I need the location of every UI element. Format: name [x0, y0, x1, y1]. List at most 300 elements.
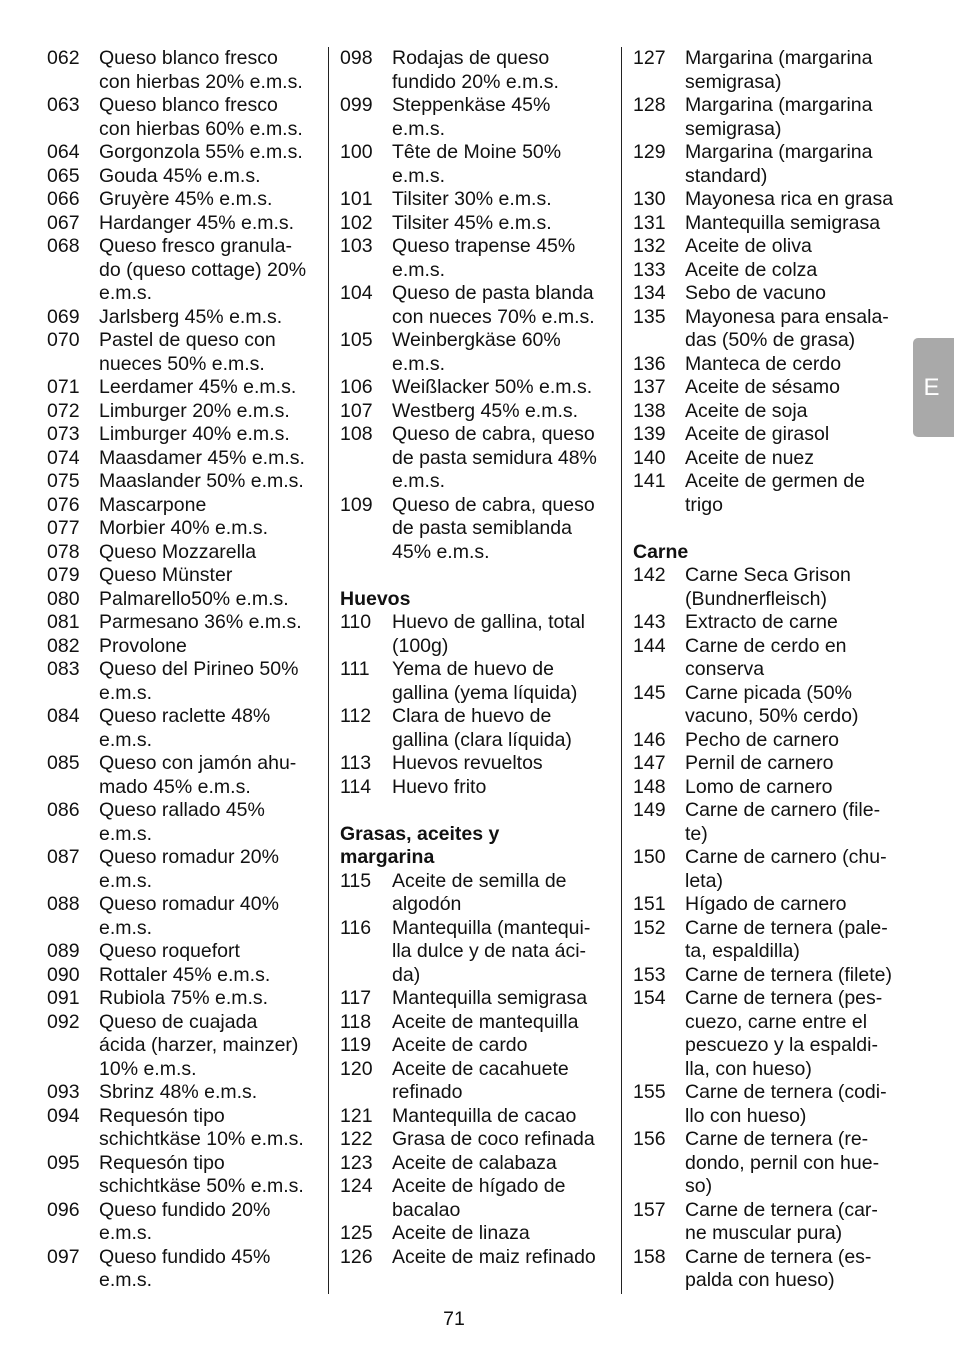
food-name: Clara de huevo de gallina (clara líquida) — [392, 705, 572, 751]
food-code: 086 — [47, 799, 80, 821]
food-name: Aceite de calabaza — [392, 1151, 557, 1174]
food-name: Huevos revueltos — [392, 752, 543, 774]
food-entry — [633, 1128, 908, 1199]
food-entry — [340, 329, 615, 376]
food-entry — [340, 1128, 615, 1152]
food-code: 085 — [47, 752, 80, 774]
food-name: Mayonesa para ensala- das (50% de grasa) — [685, 305, 889, 351]
food-entry — [340, 376, 615, 400]
food-code: 099 — [340, 94, 373, 116]
food-name: Aceite de cardo — [392, 1034, 528, 1056]
food-entry — [47, 517, 322, 541]
food-entry — [340, 1105, 615, 1129]
food-code: 139 — [633, 423, 666, 445]
food-name: Leerdamer 45% e.m.s. — [99, 376, 297, 398]
food-code: 151 — [633, 893, 666, 915]
food-code: 114 — [340, 775, 372, 798]
food-code: 138 — [633, 399, 666, 422]
food-name: Queso Mozzarella — [99, 540, 257, 563]
food-name: Queso fundido 20% e.m.s. — [99, 1198, 271, 1244]
food-entry — [47, 235, 322, 306]
food-code: 100 — [340, 141, 373, 163]
food-name: Requesón tipo schichtkäse 50% e.m.s. — [99, 1151, 304, 1197]
food-entry — [340, 212, 615, 236]
food-entry — [633, 635, 908, 682]
food-name: Aceite de germen de trigo — [685, 470, 865, 516]
food-name: Limburger 20% e.m.s. — [99, 399, 290, 422]
food-name: Mantequilla (mantequi- lla dulce y de nata áci- da) — [392, 916, 591, 986]
food-entry — [633, 964, 908, 988]
food-entry — [633, 611, 908, 635]
food-entry — [47, 1152, 322, 1199]
language-tab: E — [913, 338, 954, 437]
food-name: Hígado de carnero — [685, 893, 847, 915]
food-code: 129 — [633, 141, 666, 163]
food-name: Rottaler 45% e.m.s. — [99, 963, 271, 986]
food-name: Aceite de hígado de bacalao — [392, 1175, 566, 1221]
food-code: 148 — [633, 775, 666, 798]
food-entry — [633, 682, 908, 729]
food-code: 063 — [47, 94, 80, 116]
food-code: 155 — [633, 1081, 666, 1103]
food-code: 097 — [47, 1245, 80, 1268]
food-entry — [633, 282, 908, 306]
food-name: Gorgonzola 55% e.m.s. — [99, 141, 303, 163]
food-name: Aceite de colza — [685, 258, 818, 281]
food-name: Aceite de sésamo — [685, 376, 841, 398]
food-entry — [340, 282, 615, 329]
food-code: 068 — [47, 235, 80, 257]
food-name: Aceite de maiz refinado — [392, 1245, 596, 1268]
food-entry — [47, 658, 322, 705]
food-entry — [47, 165, 322, 189]
food-name: Carne de ternera (car- ne muscular pura) — [685, 1198, 878, 1244]
food-entry — [340, 188, 615, 212]
food-code: 112 — [340, 705, 372, 727]
food-entry — [633, 1199, 908, 1246]
food-code: 079 — [47, 564, 80, 586]
food-code: 103 — [340, 235, 373, 257]
food-entry — [340, 1222, 615, 1246]
food-name: Aceite de soja — [685, 399, 808, 422]
food-code: 146 — [633, 728, 666, 751]
food-code: 122 — [340, 1128, 373, 1150]
food-name: Queso rallado 45% e.m.s. — [99, 799, 265, 845]
food-code: 117 — [340, 987, 372, 1009]
food-entry — [340, 1058, 615, 1105]
food-code: 158 — [633, 1245, 666, 1268]
section-heading: Carne — [633, 540, 689, 563]
food-code: 082 — [47, 634, 80, 657]
food-name: Margarina (margarina semigrasa) — [685, 94, 873, 140]
food-entry — [633, 141, 908, 188]
food-code: 150 — [633, 846, 666, 868]
food-code: 083 — [47, 658, 80, 680]
food-code: 091 — [47, 987, 80, 1009]
food-code: 078 — [47, 540, 80, 563]
column-3 — [633, 47, 908, 1293]
food-entry — [47, 1199, 322, 1246]
food-code: 090 — [47, 963, 80, 986]
food-code: 076 — [47, 493, 80, 516]
food-name: Provolone — [99, 634, 187, 657]
food-name: Carne de carnero (file- te) — [685, 799, 881, 845]
food-name: Tilsiter 45% e.m.s. — [392, 211, 552, 234]
food-code: 081 — [47, 611, 80, 633]
food-code: 088 — [47, 893, 80, 915]
food-name: Queso del Pirineo 50% e.m.s. — [99, 658, 299, 704]
food-code: 080 — [47, 587, 80, 610]
food-entry — [340, 47, 615, 94]
food-entry — [340, 987, 615, 1011]
section-spacer — [340, 564, 615, 588]
food-entry — [633, 235, 908, 259]
food-name: Queso roquefort — [99, 940, 240, 962]
food-code: 075 — [47, 470, 80, 492]
food-entry — [633, 423, 908, 447]
food-name: Lomo de carnero — [685, 775, 833, 798]
food-entry — [633, 447, 908, 471]
food-name: Aceite de girasol — [685, 423, 830, 445]
food-name: Jarlsberg 45% e.m.s. — [99, 305, 283, 328]
food-name: Tête de Moine 50% e.m.s. — [392, 141, 562, 187]
food-name: Sebo de vacuno — [685, 282, 826, 304]
food-entry — [47, 752, 322, 799]
food-entry — [633, 729, 908, 753]
food-code: 073 — [47, 423, 80, 445]
food-name: Aceite de semilla de algodón — [392, 869, 567, 915]
food-name: Huevo frito — [392, 775, 487, 798]
food-name: Queso con jamón ahu- mado 45% e.m.s. — [99, 752, 297, 798]
food-name: Carne de ternera (es- palda con hueso) — [685, 1245, 872, 1291]
food-entry — [340, 1011, 615, 1035]
food-code: 135 — [633, 305, 666, 328]
food-name: Queso romadur 40% e.m.s. — [99, 893, 279, 939]
food-name: Morbier 40% e.m.s. — [99, 517, 269, 539]
food-entry — [633, 47, 908, 94]
food-name: Carne picada (50% vacuno, 50% cerdo) — [685, 681, 859, 727]
food-code: 128 — [633, 94, 666, 116]
food-code: 115 — [340, 869, 372, 892]
food-code: 074 — [47, 446, 80, 469]
food-name: Parmesano 36% e.m.s. — [99, 611, 302, 633]
food-entry — [47, 306, 322, 330]
food-code: 127 — [633, 47, 666, 69]
food-code: 102 — [340, 211, 373, 234]
food-code: 105 — [340, 329, 373, 351]
food-code: 125 — [340, 1222, 373, 1244]
food-entry — [633, 917, 908, 964]
food-code: 065 — [47, 164, 80, 187]
food-name: Weinbergkäse 60% e.m.s. — [392, 329, 561, 375]
food-entry — [633, 259, 908, 283]
food-entry — [47, 212, 322, 236]
food-entry — [47, 94, 322, 141]
food-code: 064 — [47, 141, 80, 163]
food-code: 149 — [633, 799, 666, 821]
food-code: 144 — [633, 634, 666, 657]
food-code: 111 — [340, 658, 370, 680]
food-code: 067 — [47, 211, 80, 234]
food-entry — [47, 564, 322, 588]
food-name: Queso de cabra, queso de pasta semiblanda 45% e.m.s. — [392, 493, 595, 563]
food-name: Mayonesa rica en grasa — [685, 188, 894, 210]
food-code: 156 — [633, 1128, 666, 1150]
food-entry — [340, 658, 615, 705]
food-entry — [47, 964, 322, 988]
food-entry — [340, 611, 615, 658]
food-code: 087 — [47, 846, 80, 868]
food-name: Aceite de mantequilla — [392, 1010, 579, 1033]
food-name: Limburger 40% e.m.s. — [99, 423, 290, 445]
food-entry — [47, 987, 322, 1011]
page-number: 71 — [443, 1308, 465, 1330]
food-entry — [633, 94, 908, 141]
food-code: 095 — [47, 1151, 80, 1174]
food-code: 071 — [47, 376, 80, 398]
food-name: Tilsiter 30% e.m.s. — [392, 188, 552, 210]
food-name: Yema de huevo de gallina (yema líquida) — [392, 658, 578, 704]
food-name: Pernil de carnero — [685, 752, 834, 774]
food-name: Queso blanco fresco con hierbas 20% e.m.s. — [99, 47, 303, 93]
food-name: Mantequilla de cacao — [392, 1104, 577, 1127]
food-code: 098 — [340, 47, 373, 69]
food-entry — [340, 1034, 615, 1058]
food-code: 143 — [633, 611, 666, 633]
food-code: 124 — [340, 1175, 373, 1197]
food-entry — [633, 376, 908, 400]
column-1 — [47, 47, 322, 1293]
food-code: 142 — [633, 564, 666, 586]
food-name: Carne de ternera (filete) — [685, 963, 893, 986]
food-code: 154 — [633, 987, 666, 1009]
column-2 — [340, 47, 615, 1269]
food-entry — [340, 94, 615, 141]
food-entry — [47, 705, 322, 752]
food-entry — [633, 564, 908, 611]
food-code: 072 — [47, 399, 80, 422]
food-name: Aceite de oliva — [685, 235, 812, 257]
food-code: 104 — [340, 282, 373, 304]
food-name: Queso trapense 45% e.m.s. — [392, 235, 576, 281]
food-name: Hardanger 45% e.m.s. — [99, 211, 295, 234]
food-name: Maasdamer 45% e.m.s. — [99, 446, 305, 469]
food-entry — [47, 188, 322, 212]
food-code: 141 — [633, 470, 666, 492]
food-entry — [47, 940, 322, 964]
food-entry — [340, 776, 615, 800]
food-code: 152 — [633, 916, 666, 939]
food-name: Carne de cerdo en conserva — [685, 634, 847, 680]
food-code: 108 — [340, 423, 373, 445]
section-heading: Grasas, aceites y margarina — [340, 822, 500, 868]
food-code: 062 — [47, 47, 80, 69]
food-name: Queso fresco granula- do (queso cottage) 20% e.m.s. — [99, 235, 307, 304]
section-spacer — [340, 799, 615, 823]
food-entry — [47, 846, 322, 893]
food-entry — [340, 705, 615, 752]
food-name: Carne de ternera (pes- cuezo, carne entre el pescuezo y la espaldi- lla, con hueso) — [685, 987, 883, 1080]
food-code: 133 — [633, 258, 666, 281]
food-code: 132 — [633, 235, 666, 257]
food-code: 096 — [47, 1198, 80, 1221]
food-name: Requesón tipo schichtkäse 10% e.m.s. — [99, 1104, 304, 1150]
food-code: 109 — [340, 493, 373, 516]
food-entry — [633, 306, 908, 353]
food-entry — [47, 588, 322, 612]
food-code: 113 — [340, 752, 372, 774]
food-entry — [633, 1081, 908, 1128]
food-code: 123 — [340, 1151, 373, 1174]
food-code: 137 — [633, 376, 666, 398]
food-name: Carne de carnero (chu- leta) — [685, 846, 887, 892]
food-code: 145 — [633, 681, 666, 704]
food-code: 120 — [340, 1057, 373, 1080]
food-entry — [633, 752, 908, 776]
food-name: Mascarpone — [99, 493, 207, 516]
food-name: Queso romadur 20% e.m.s. — [99, 846, 279, 892]
food-name: Carne Seca Grison (Bundnerfleisch) — [685, 564, 851, 610]
food-code: 153 — [633, 963, 666, 986]
food-code: 118 — [340, 1010, 372, 1033]
food-entry — [47, 1011, 322, 1082]
food-name: Rubiola 75% e.m.s. — [99, 987, 269, 1009]
food-name: Queso de cuajada ácida (harzer, mainzer) 10% e.m.s. — [99, 1010, 299, 1080]
food-name: Queso fundido 45% e.m.s. — [99, 1245, 271, 1291]
food-entry — [47, 799, 322, 846]
food-entry — [47, 611, 322, 635]
food-entry — [340, 400, 615, 424]
food-entry — [47, 893, 322, 940]
food-entry — [340, 235, 615, 282]
food-code: 126 — [340, 1245, 373, 1268]
food-entry — [47, 1105, 322, 1152]
food-entry — [340, 752, 615, 776]
food-name: Queso Münster — [99, 564, 233, 586]
food-name: Carne de ternera (codi- llo con hueso) — [685, 1081, 887, 1127]
food-name: Manteca de cerdo — [685, 352, 842, 375]
food-entry — [633, 799, 908, 846]
food-code: 140 — [633, 446, 666, 469]
food-entry — [47, 1081, 322, 1105]
food-entry — [633, 776, 908, 800]
food-entry — [633, 400, 908, 424]
food-code: 069 — [47, 305, 80, 328]
food-entry — [340, 1152, 615, 1176]
food-name: Westberg 45% e.m.s. — [392, 399, 579, 422]
food-name: Mantequilla semigrasa — [685, 211, 881, 234]
food-name: Carne de ternera (re- dondo, pernil con hue- so) — [685, 1128, 880, 1197]
food-entry — [47, 400, 322, 424]
food-name: Queso blanco fresco con hierbas 60% e.m.s. — [99, 94, 303, 140]
food-code: 136 — [633, 352, 666, 375]
food-code: 134 — [633, 282, 666, 304]
food-entry — [633, 212, 908, 236]
food-entry — [47, 447, 322, 471]
food-code: 066 — [47, 188, 80, 210]
food-name: Steppenkäse 45% e.m.s. — [392, 94, 551, 140]
food-name: Queso raclette 48% e.m.s. — [99, 705, 271, 751]
food-entry — [340, 423, 615, 494]
food-name: Aceite de linaza — [392, 1222, 530, 1244]
food-name: Grasa de coco refinada — [392, 1128, 595, 1150]
food-entry — [47, 541, 322, 565]
food-entry — [340, 1246, 615, 1270]
food-name: Palmarello50% e.m.s. — [99, 587, 289, 610]
column-divider — [621, 47, 622, 1294]
food-name: Margarina (margarina standard) — [685, 141, 873, 187]
food-name: Huevo de gallina, total (100g) — [392, 611, 585, 657]
food-name: Margarina (margarina semigrasa) — [685, 47, 873, 93]
food-name: Extracto de carne — [685, 611, 838, 633]
food-entry — [633, 188, 908, 212]
food-entry — [633, 987, 908, 1081]
food-entry — [340, 870, 615, 917]
food-code: 147 — [633, 752, 666, 774]
food-name: Carne de ternera (pale- ta, espaldilla) — [685, 916, 888, 962]
food-entry — [340, 494, 615, 565]
food-name: Queso de pasta blanda con nueces 70% e.m.s. — [392, 282, 595, 328]
food-entry — [340, 1175, 615, 1222]
food-code: 089 — [47, 940, 80, 962]
food-code: 094 — [47, 1104, 80, 1127]
food-entry — [47, 494, 322, 518]
food-name: Rodajas de queso fundido 20% e.m.s. — [392, 47, 559, 93]
food-entry — [47, 470, 322, 494]
food-code: 110 — [340, 611, 372, 633]
food-code: 119 — [340, 1034, 372, 1056]
column-divider — [328, 47, 329, 1294]
food-name: Queso de cabra, queso de pasta semidura 48% e.m.s. — [392, 423, 597, 492]
food-code: 107 — [340, 399, 373, 422]
food-code: 092 — [47, 1010, 80, 1033]
food-name: Gruyère 45% e.m.s. — [99, 188, 273, 210]
food-name: Sbrinz 48% e.m.s. — [99, 1081, 258, 1103]
food-entry — [47, 635, 322, 659]
food-name: Aceite de nuez — [685, 446, 815, 469]
food-code: 101 — [340, 188, 373, 210]
food-code: 093 — [47, 1081, 80, 1103]
food-entry — [633, 893, 908, 917]
food-name: Maaslander 50% e.m.s. — [99, 470, 304, 492]
food-name: Mantequilla semigrasa — [392, 987, 588, 1009]
food-entry — [633, 353, 908, 377]
food-code: 130 — [633, 188, 666, 210]
food-code: 084 — [47, 705, 80, 727]
food-entry — [47, 47, 322, 94]
section-heading: Huevos — [340, 587, 411, 610]
food-entry — [340, 917, 615, 988]
food-code: 121 — [340, 1104, 373, 1127]
food-code: 070 — [47, 329, 80, 351]
food-entry — [633, 1246, 908, 1293]
food-code: 106 — [340, 376, 373, 398]
food-code: 077 — [47, 517, 80, 539]
food-code: 131 — [633, 211, 666, 234]
food-entry — [633, 846, 908, 893]
section-spacer — [633, 517, 908, 541]
food-name: Gouda 45% e.m.s. — [99, 164, 261, 187]
food-entry — [47, 423, 322, 447]
food-code: 157 — [633, 1198, 666, 1221]
food-name: Pecho de carnero — [685, 728, 839, 751]
food-name: Aceite de cacahuete refinado — [392, 1057, 569, 1103]
food-code: 116 — [340, 916, 372, 939]
food-entry — [633, 470, 908, 517]
food-entry — [47, 141, 322, 165]
food-name: Weißlacker 50% e.m.s. — [392, 376, 593, 398]
food-entry — [47, 329, 322, 376]
